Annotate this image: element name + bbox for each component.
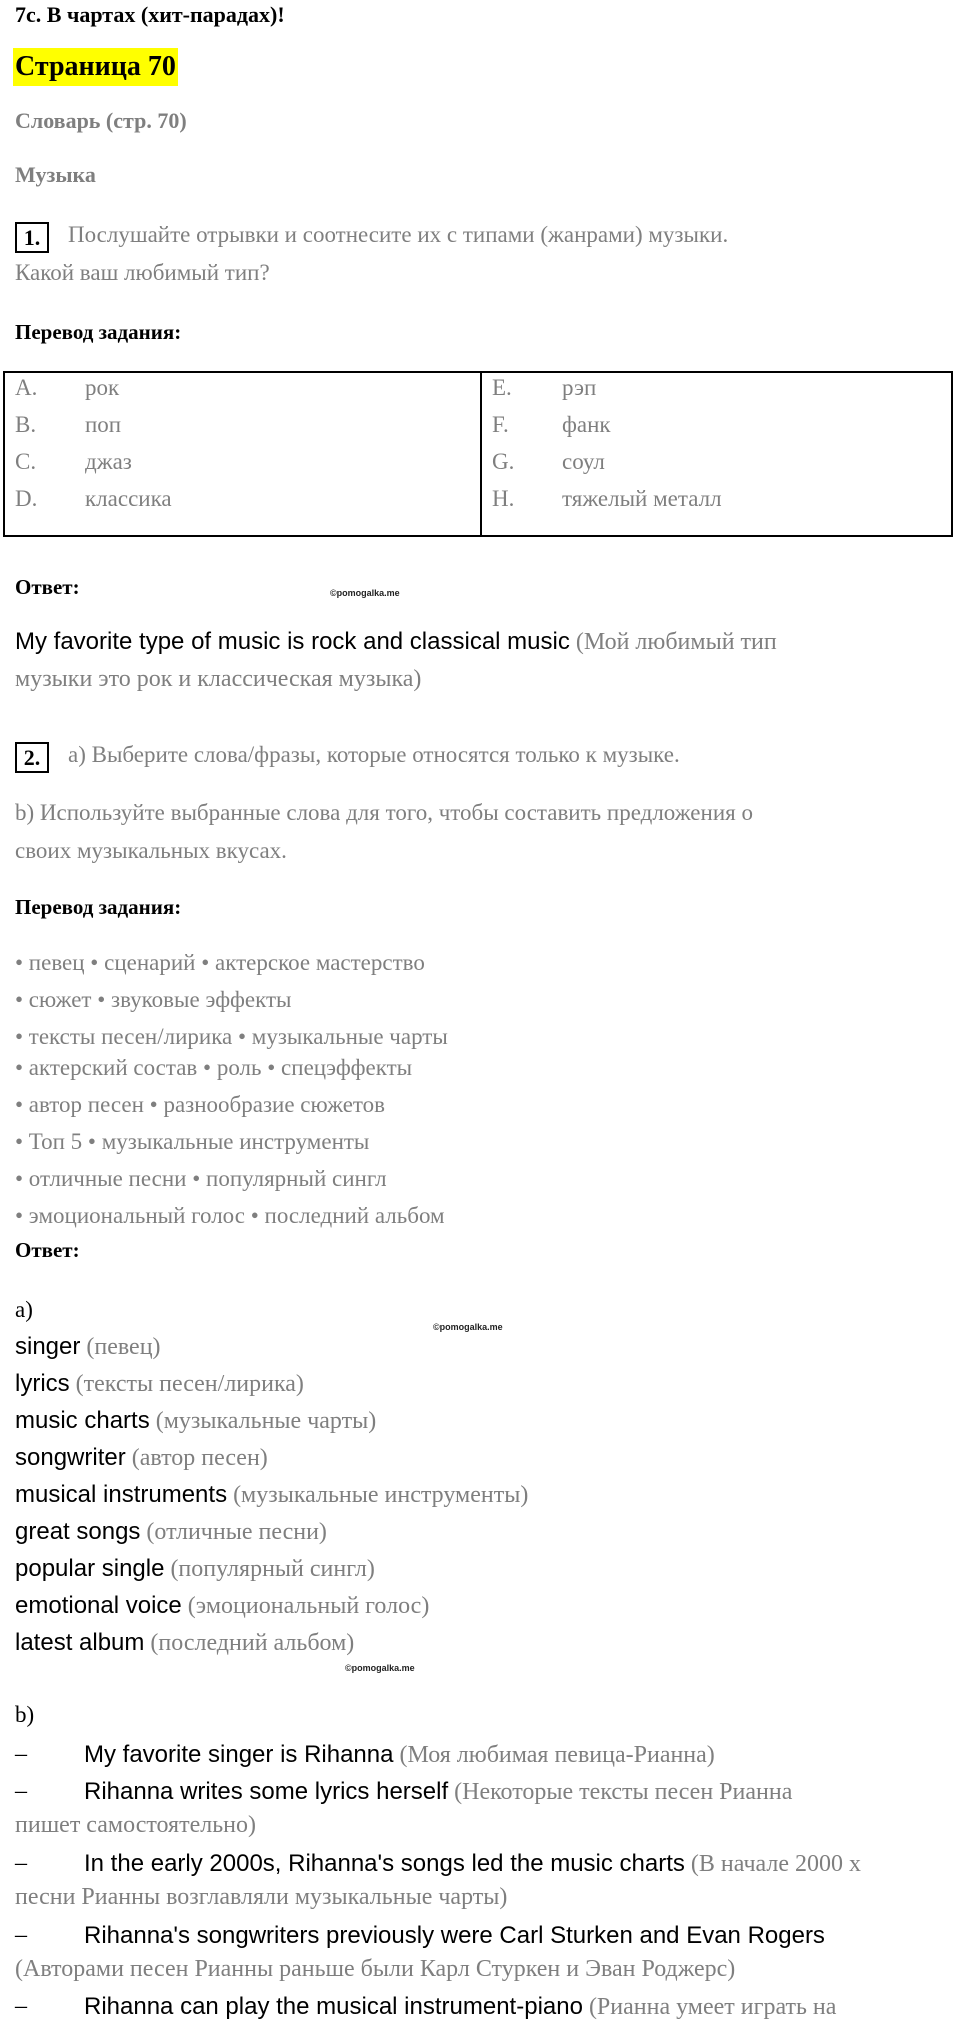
task-2-part-a: a) Выберите слова/фразы, которые относятся только к музыке. [68, 742, 680, 767]
word-item: great songs (отличные песни) [15, 1518, 327, 1545]
task-1-text-cont: Какой ваш любимый тип? [15, 260, 270, 285]
sentence-item: Rihanna writes some lyrics herself (Некоторые тексты песен Рианна [84, 1778, 793, 1805]
task-1-number: 1. [15, 222, 49, 253]
bullet-line: • тексты песен/лирика • музыкальные чарты [15, 1024, 448, 1049]
bullet-line: • актерский состав • роль • спецэффекты [15, 1055, 413, 1080]
bullet-line: • Топ 5 • музыкальные инструменты [15, 1129, 370, 1154]
task-2-part-b: b) Используйте выбранные слова для того, чтобы составить предложения о [15, 800, 753, 825]
sentence-cont: пишет самостоятельно) [15, 1812, 256, 1838]
sentence-item: Rihanna's songwriters previously were Carl Sturken and Evan Rogers [84, 1922, 825, 1949]
watermark: ©pomogalka.me [345, 1663, 415, 1673]
list-dash: – [15, 1922, 27, 1948]
part-b-label: b) [15, 1702, 35, 1727]
word-item: popular single (популярный сингл) [15, 1555, 375, 1582]
task-2-part-b-cont: своих музыкальных вкусах. [15, 838, 287, 863]
word-item: musical instruments (музыкальные инструменты) [15, 1481, 529, 1508]
word-item: emotional voice (эмоциональный голос) [15, 1592, 430, 1619]
answer-label: Ответ: [15, 1238, 80, 1262]
sentence-item: My favorite singer is Rihanna (Моя любимая певица-Рианна) [84, 1741, 715, 1768]
part-a-label: a) [15, 1297, 33, 1322]
topic-heading: Музыка [15, 162, 96, 187]
answer-label: Ответ: [15, 575, 80, 599]
section-heading: 7c. В чартах (хит-парадах)! [15, 2, 285, 27]
bullet-line: • эмоциональный голос • последний альбом [15, 1203, 445, 1228]
translation-label: Перевод задания: [15, 895, 182, 919]
word-item: latest album (последний альбом) [15, 1629, 355, 1656]
list-dash: – [15, 1741, 27, 1767]
answer-text: My favorite type of music is rock and classical music (Мой любимый тип [15, 628, 777, 655]
table-divider [480, 373, 482, 535]
word-item: singer (певец) [15, 1333, 161, 1360]
dictionary-heading: Словарь (стр. 70) [15, 108, 187, 133]
watermark: ©pomogalka.me [330, 588, 400, 598]
sentence-item: In the early 2000s, Rihanna's songs led the music charts (В начале 2000 х [84, 1850, 862, 1877]
list-dash: – [15, 1778, 27, 1804]
task-1-text: Послушайте отрывки и соотнесите их с типами (жанрами) музыки. [68, 222, 729, 247]
page-number-label: Страница 70 [13, 48, 178, 86]
word-item: songwriter (автор песен) [15, 1444, 268, 1471]
translation-label: Перевод задания: [15, 320, 182, 344]
bullet-line: • автор песен • разнообразие сюжетов [15, 1092, 386, 1117]
bullet-line: • певец • сценарий • актерское мастерство [15, 950, 425, 975]
bullet-line: • отличные песни • популярный сингл [15, 1166, 387, 1191]
sentence-item: Rihanna can play the musical instrument-piano (Рианна умеет играть на [84, 1993, 837, 2020]
task-2-number: 2. [15, 742, 49, 773]
list-dash: – [15, 1993, 27, 2019]
sentence-cont: (Авторами песен Рианны раньше были Карл Стуркен и Эван Роджерс) [15, 1956, 736, 1982]
word-item: lyrics (тексты песен/лирика) [15, 1370, 304, 1397]
watermark: ©pomogalka.me [433, 1322, 503, 1332]
bullet-line: • сюжет • звуковые эффекты [15, 987, 292, 1012]
sentence-cont: песни Рианны возглавляли музыкальные чарты) [15, 1884, 508, 1910]
word-item: music charts (музыкальные чарты) [15, 1407, 377, 1434]
answer-text-cont: музыки это рок и классическая музыка) [15, 666, 422, 692]
genre-table: A. рок B. поп C. джаз D. классика E. рэп F. фанк G. соул H. тяжелый металл [3, 371, 953, 537]
list-dash: – [15, 1850, 27, 1876]
